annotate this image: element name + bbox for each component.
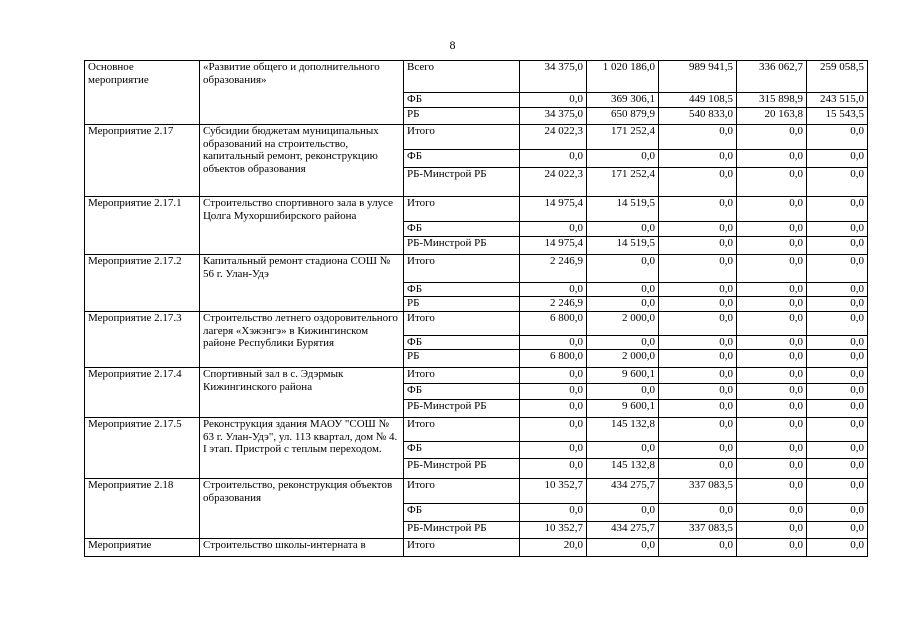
amount-cell: 1 020 186,0 (587, 61, 659, 93)
amount-cell: 6 800,0 (520, 350, 587, 368)
amount-cell: 449 108,5 (659, 93, 737, 108)
funding-source: Итого (404, 125, 520, 150)
amount-cell: 434 275,7 (587, 479, 659, 504)
amount-cell: 2 000,0 (587, 312, 659, 336)
amount-cell: 34 375,0 (520, 108, 587, 125)
amount-cell: 0,0 (520, 400, 587, 418)
amount-cell: 0,0 (807, 150, 868, 168)
amount-cell: 0,0 (807, 283, 868, 297)
measure-name: Мероприятие 2.18 (85, 479, 200, 539)
amount-cell: 0,0 (807, 522, 868, 539)
measure-description: «Развитие общего и дополнительного образования» (200, 61, 404, 125)
amount-cell: 0,0 (659, 237, 737, 255)
amount-cell: 10 352,7 (520, 479, 587, 504)
measure-name: Мероприятие 2.17.5 (85, 418, 200, 479)
amount-cell: 0,0 (737, 442, 807, 459)
amount-cell: 0,0 (737, 522, 807, 539)
amount-cell: 14 975,4 (520, 197, 587, 222)
amount-cell: 9 600,1 (587, 400, 659, 418)
amount-cell: 0,0 (737, 197, 807, 222)
amount-cell: 0,0 (659, 283, 737, 297)
funding-source: ФБ (404, 442, 520, 459)
amount-cell: 0,0 (737, 222, 807, 237)
amount-cell: 145 132,8 (587, 459, 659, 479)
amount-cell: 20 163,8 (737, 108, 807, 125)
measure-description: Реконструкция здания МАОУ "СОШ № 63 г. Улан-Удэ", ул. 113 квартал, дом № 4. I этап. Пристрой с теплым переходом. (200, 418, 404, 479)
funding-source: ФБ (404, 283, 520, 297)
amount-cell: 2 000,0 (587, 350, 659, 368)
amount-cell: 0,0 (520, 384, 587, 400)
amount-cell: 650 879,9 (587, 108, 659, 125)
page-number: 8 (449, 38, 456, 52)
amount-cell: 0,0 (807, 297, 868, 312)
amount-cell: 171 252,4 (587, 125, 659, 150)
measure-description: Капитальный ремонт стадиона СОШ № 56 г. Улан-Удэ (200, 255, 404, 312)
amount-cell: 0,0 (587, 336, 659, 350)
amount-cell: 0,0 (737, 283, 807, 297)
amount-cell: 0,0 (520, 368, 587, 384)
table-row (85, 368, 868, 384)
amount-cell: 14 975,4 (520, 237, 587, 255)
amount-cell: 0,0 (737, 479, 807, 504)
amount-cell: 0,0 (520, 150, 587, 168)
amount-cell: 6 800,0 (520, 312, 587, 336)
amount-cell: 14 519,5 (587, 197, 659, 222)
funding-source: ФБ (404, 150, 520, 168)
amount-cell: 0,0 (659, 539, 737, 557)
amount-cell: 0,0 (520, 459, 587, 479)
amount-cell: 0,0 (807, 442, 868, 459)
amount-cell: 0,0 (737, 400, 807, 418)
funding-source: ФБ (404, 93, 520, 108)
measure-description: Спортивный зал в с. Эдэрмык Кижингинского района (200, 368, 404, 418)
amount-cell: 0,0 (520, 418, 587, 442)
amount-cell: 0,0 (807, 255, 868, 283)
amount-cell: 0,0 (737, 312, 807, 336)
amount-cell: 0,0 (807, 368, 868, 384)
amount-cell: 0,0 (587, 384, 659, 400)
amount-cell: 0,0 (737, 504, 807, 522)
amount-cell: 0,0 (807, 350, 868, 368)
measure-description: Строительство, реконструкция объектов образования (200, 479, 404, 539)
amount-cell: 0,0 (520, 504, 587, 522)
amount-cell: 0,0 (587, 297, 659, 312)
amount-cell: 0,0 (737, 125, 807, 150)
amount-cell: 2 246,9 (520, 255, 587, 283)
amount-cell: 0,0 (659, 168, 737, 197)
funding-source: РБ-Минстрой РБ (404, 522, 520, 539)
amount-cell: 15 543,5 (807, 108, 868, 125)
amount-cell: 0,0 (659, 400, 737, 418)
amount-cell: 243 515,0 (807, 93, 868, 108)
amount-cell: 0,0 (659, 255, 737, 283)
amount-cell: 24 022,3 (520, 168, 587, 197)
funding-source: Итого (404, 539, 520, 557)
funding-source: Итого (404, 312, 520, 336)
budget-table (84, 60, 868, 557)
budget-table-body (85, 61, 868, 557)
amount-cell: 14 519,5 (587, 237, 659, 255)
funding-source: ФБ (404, 336, 520, 350)
amount-cell: 34 375,0 (520, 61, 587, 93)
amount-cell: 0,0 (737, 539, 807, 557)
table-row (85, 479, 868, 504)
funding-source: Итого (404, 197, 520, 222)
amount-cell: 0,0 (659, 222, 737, 237)
measure-description: Строительство летнего оздоровительного лагеря «Хэжэнгэ» в Кижингинском районе Республики Бурятия (200, 312, 404, 368)
amount-cell: 0,0 (737, 168, 807, 197)
amount-cell: 0,0 (659, 150, 737, 168)
measure-description: Субсидии бюджетам муниципальных образований на строительство, капитальный ремонт, реконструкцию объектов образования (200, 125, 404, 197)
amount-cell: 0,0 (659, 297, 737, 312)
amount-cell: 434 275,7 (587, 522, 659, 539)
measure-name: Мероприятие 2.17.3 (85, 312, 200, 368)
amount-cell: 0,0 (659, 459, 737, 479)
amount-cell: 0,0 (807, 168, 868, 197)
amount-cell: 0,0 (659, 368, 737, 384)
amount-cell: 0,0 (807, 384, 868, 400)
amount-cell: 10 352,7 (520, 522, 587, 539)
table-row (85, 418, 868, 442)
measure-name: Мероприятие 2.17 (85, 125, 200, 197)
amount-cell: 0,0 (587, 150, 659, 168)
measure-name: Мероприятие 2.17.2 (85, 255, 200, 312)
funding-source: РБ-Минстрой РБ (404, 400, 520, 418)
amount-cell: 0,0 (807, 539, 868, 557)
amount-cell: 9 600,1 (587, 368, 659, 384)
amount-cell: 0,0 (807, 459, 868, 479)
measure-name: Мероприятие 2.17.1 (85, 197, 200, 255)
amount-cell: 315 898,9 (737, 93, 807, 108)
amount-cell: 0,0 (807, 312, 868, 336)
amount-cell: 2 246,9 (520, 297, 587, 312)
funding-source: РБ-Минстрой РБ (404, 237, 520, 255)
amount-cell: 369 306,1 (587, 93, 659, 108)
amount-cell: 0,0 (737, 237, 807, 255)
measure-description: Строительство школы-интерната в (200, 539, 404, 557)
amount-cell: 337 083,5 (659, 479, 737, 504)
amount-cell: 0,0 (807, 479, 868, 504)
funding-source: РБ-Минстрой РБ (404, 168, 520, 197)
funding-source: РБ (404, 350, 520, 368)
table-row (85, 61, 868, 93)
measure-name: Мероприятие 2.17.4 (85, 368, 200, 418)
table-row (85, 197, 868, 222)
amount-cell: 0,0 (587, 504, 659, 522)
table-row (85, 539, 868, 557)
funding-source: Итого (404, 479, 520, 504)
funding-source: Итого (404, 368, 520, 384)
amount-cell: 0,0 (659, 418, 737, 442)
amount-cell: 540 833,0 (659, 108, 737, 125)
amount-cell: 336 062,7 (737, 61, 807, 93)
table-row (85, 255, 868, 283)
amount-cell: 0,0 (807, 418, 868, 442)
table-row (85, 125, 868, 150)
amount-cell: 0,0 (737, 384, 807, 400)
amount-cell: 989 941,5 (659, 61, 737, 93)
amount-cell: 0,0 (737, 255, 807, 283)
amount-cell: 0,0 (659, 350, 737, 368)
amount-cell: 0,0 (520, 336, 587, 350)
measure-description: Строительство спортивного зала в улусе Цолга Мухоршибирского района (200, 197, 404, 255)
amount-cell: 24 022,3 (520, 125, 587, 150)
amount-cell: 0,0 (737, 350, 807, 368)
amount-cell: 259 058,5 (807, 61, 868, 93)
amount-cell: 0,0 (737, 297, 807, 312)
amount-cell: 0,0 (520, 222, 587, 237)
amount-cell: 0,0 (520, 283, 587, 297)
amount-cell: 0,0 (659, 336, 737, 350)
amount-cell: 0,0 (587, 222, 659, 237)
amount-cell: 0,0 (737, 418, 807, 442)
table-row (85, 312, 868, 336)
amount-cell: 0,0 (587, 442, 659, 459)
amount-cell: 0,0 (737, 368, 807, 384)
amount-cell: 0,0 (520, 93, 587, 108)
amount-cell: 0,0 (807, 125, 868, 150)
funding-source: ФБ (404, 222, 520, 237)
amount-cell: 0,0 (807, 237, 868, 255)
amount-cell: 0,0 (659, 384, 737, 400)
amount-cell: 0,0 (587, 255, 659, 283)
measure-name: Мероприятие (85, 539, 200, 557)
amount-cell: 0,0 (587, 283, 659, 297)
funding-source: РБ (404, 297, 520, 312)
amount-cell: 0,0 (659, 197, 737, 222)
funding-source: Итого (404, 255, 520, 283)
amount-cell: 0,0 (737, 150, 807, 168)
funding-source: ФБ (404, 504, 520, 522)
funding-source: Всего (404, 61, 520, 93)
amount-cell: 0,0 (807, 504, 868, 522)
amount-cell: 171 252,4 (587, 168, 659, 197)
funding-source: Итого (404, 418, 520, 442)
measure-name: Основное мероприятие (85, 61, 200, 125)
amount-cell: 0,0 (737, 336, 807, 350)
amount-cell: 0,0 (659, 125, 737, 150)
amount-cell: 0,0 (807, 336, 868, 350)
amount-cell: 0,0 (587, 539, 659, 557)
amount-cell: 20,0 (520, 539, 587, 557)
amount-cell: 0,0 (659, 442, 737, 459)
amount-cell: 0,0 (520, 442, 587, 459)
amount-cell: 0,0 (659, 312, 737, 336)
amount-cell: 0,0 (737, 459, 807, 479)
amount-cell: 0,0 (807, 197, 868, 222)
amount-cell: 145 132,8 (587, 418, 659, 442)
funding-source: ФБ (404, 384, 520, 400)
amount-cell: 0,0 (807, 222, 868, 237)
funding-source: РБ-Минстрой РБ (404, 459, 520, 479)
amount-cell: 0,0 (659, 504, 737, 522)
amount-cell: 337 083,5 (659, 522, 737, 539)
amount-cell: 0,0 (807, 400, 868, 418)
funding-source: РБ (404, 108, 520, 125)
